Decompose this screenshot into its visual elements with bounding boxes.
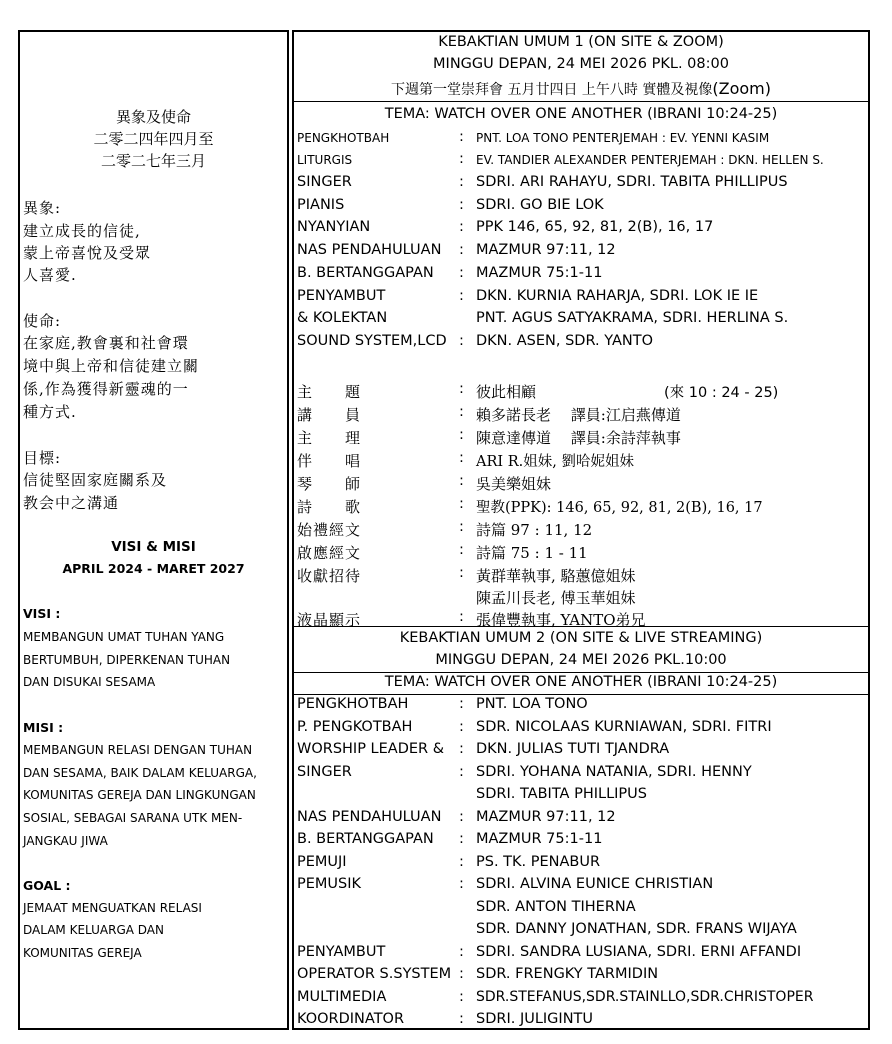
service2-row-value: PNT. LOA TONO	[476, 696, 588, 712]
colon: :	[459, 989, 464, 1005]
colon: :	[459, 764, 464, 780]
colon: :	[459, 876, 464, 892]
service2-row-label: WORSHIP LEADER &	[297, 741, 445, 757]
service2-row-label: NAS PENDAHULUAN	[297, 809, 442, 825]
service1-row-label: PENYAMBUT	[297, 288, 386, 304]
misi-heading: MISI :	[23, 720, 64, 735]
goal-heading: GOAL :	[23, 878, 71, 893]
colon: :	[459, 151, 464, 167]
service2-row-value: DKN. JULIAS TUTI TJANDRA	[476, 741, 670, 757]
service2-theme: TEMA: WATCH OVER ONE ANOTHER (IBRANI 10:24-25)	[384, 674, 778, 690]
colon: :	[459, 519, 464, 535]
zh-goal-line: 教会中之溝通	[23, 494, 120, 512]
service-schedule-panel	[292, 30, 870, 1030]
service2-row-value: MAZMUR 75:1-11	[476, 831, 603, 847]
service1-row-label: NAS PENDAHULUAN	[297, 242, 442, 258]
colon: :	[459, 944, 464, 960]
visi-line: MEMBANGUN UMAT TUHAN YANG	[23, 630, 225, 644]
service2-row-label: KOORDINATOR	[297, 1011, 405, 1027]
service2-row-label: PENYAMBUT	[297, 944, 386, 960]
service1-zh-value: 陳孟川長老, 傅玉華姐妹	[476, 589, 636, 607]
service1-zh-value: ARI R.姐妹, 劉哈妮姐妹	[476, 454, 634, 470]
zh-title-line: 異象及使命	[115, 108, 191, 126]
service1-row-label: LITURGIS	[297, 153, 353, 167]
service2-row-label: B. BERTANGGAPAN	[297, 831, 434, 847]
misi-line: DAN SESAMA, BAIK DALAM KELUARGA,	[23, 766, 257, 780]
zh-vision-heading: 異象:	[23, 199, 62, 217]
service1-title: KEBAKTIAN UMUM 1 (ON SITE & ZOOM)	[438, 34, 724, 50]
visi-heading: VISI :	[23, 606, 61, 621]
colon: :	[459, 381, 464, 397]
bulletin-page	[18, 30, 870, 1030]
misi-line: MEMBANGUN RELASI DENGAN TUHAN	[23, 743, 253, 757]
colon: :	[459, 129, 464, 145]
colon: :	[459, 174, 464, 190]
service1-zh-label: 講 員	[297, 406, 362, 424]
service1-zh-label: 始禮經文	[297, 521, 362, 539]
colon: :	[459, 1011, 464, 1027]
service1-row-label: & KOLEKTAN	[297, 310, 388, 326]
service1-row-label: PIANIS	[297, 197, 345, 213]
service1-zh-label: 詩 歌	[297, 498, 362, 516]
service1-zh-label: 收獻招待	[297, 567, 362, 585]
service2-row-value: PS. TK. PENABUR	[476, 854, 601, 870]
zh-title-line: 二零二四年四月至	[93, 130, 214, 148]
colon: :	[459, 404, 464, 420]
colon: :	[459, 696, 464, 712]
misi-line: KOMUNITAS GEREJA DAN LINGKUNGAN	[23, 788, 256, 802]
service1-zh-value: 詩篇 75 : 1 - 11	[476, 544, 588, 562]
service1-row-value: PPK 146, 65, 92, 81, 2(B), 16, 17	[476, 219, 714, 235]
vision-mission-panel	[18, 30, 289, 1030]
service1-theme: TEMA: WATCH OVER ONE ANOTHER (IBRANI 10:24-25)	[384, 106, 778, 122]
zh-mission-heading: 使命:	[23, 312, 62, 330]
colon: :	[459, 854, 464, 870]
service1-row-value: MAZMUR 75:1-11	[476, 265, 603, 281]
service2-row-label: P. PENGKOTBAH	[297, 719, 413, 735]
misi-line: SOSIAL, SEBAGAI SARANA UTK MEN-	[23, 811, 243, 825]
service1-zh-label: 伴 唱	[297, 452, 362, 470]
service1-row-value: PNT. LOA TONO PENTERJEMAH : EV. YENNI KASIM	[476, 131, 770, 145]
colon: :	[459, 831, 464, 847]
service2-row-label: PEMUSIK	[297, 876, 362, 892]
service2-title: KEBAKTIAN UMUM 2 (ON SITE & LIVE STREAMING)	[399, 630, 763, 646]
service2-row-value: SDRI. JULIGINTU	[476, 1011, 594, 1027]
service2-row-label: PENGKHOTBAH	[297, 696, 409, 712]
service2-row-value: SDR. ANTON TIHERNA	[476, 899, 636, 915]
service2-row-label: OPERATOR S.SYSTEM	[297, 966, 452, 982]
service1-zh-label: 琴 師	[297, 475, 362, 493]
colon: :	[459, 427, 464, 443]
service1-row-value: DKN. ASEN, SDR. YANTO	[476, 333, 654, 349]
service2-row-value: SDR. NICOLAAS KURNIAWAN, SDRI. FITRI	[476, 719, 772, 735]
goal-line: DALAM KELUARGA DAN	[23, 923, 164, 937]
zh-vision-line: 蒙上帝喜悅及受眾	[23, 244, 152, 262]
colon: :	[459, 197, 464, 213]
service2-row-value: SDRI. TABITA PHILLIPUS	[476, 786, 647, 802]
service1-zh-theme-ref: (來 10 : 24 - 25)	[664, 385, 779, 401]
service1-date: MINGGU DEPAN, 24 MEI 2026 PKL. 08:00	[433, 56, 729, 72]
visi-misi-title: VISI & MISI	[111, 539, 196, 555]
colon: :	[459, 219, 464, 235]
colon: :	[459, 333, 464, 349]
service2-row-value: MAZMUR 97:11, 12	[476, 809, 616, 825]
divider	[294, 626, 868, 627]
service1-row-label: SINGER	[297, 174, 352, 190]
divider	[294, 694, 868, 695]
service1-zh-header-text: 下週第一堂崇拜會 五月廿四日 上午八時 實體及視像	[391, 82, 713, 98]
service2-row-value: SDRI. YOHANA NATANIA, SDRI. HENNY	[476, 764, 752, 780]
service2-row-value: SDR. DANNY JONATHAN, SDR. FRANS WIJAYA	[476, 921, 797, 937]
service1-zh-label: 啟應經文	[297, 544, 362, 562]
service1-row-value: EV. TANDIER ALEXANDER PENTERJEMAH : DKN. HELLEN S.	[476, 153, 824, 167]
service1-zh-header	[294, 79, 868, 99]
colon: :	[459, 288, 464, 304]
zh-mission-line: 係,作為獲得新靈魂的一	[23, 380, 189, 398]
colon: :	[459, 473, 464, 489]
colon: :	[459, 450, 464, 466]
service1-row-value: MAZMUR 97:11, 12	[476, 242, 616, 258]
service1-zh-label: 主 理	[297, 429, 362, 447]
service1-row-value: SDRI. ARI RAHAYU, SDRI. TABITA PHILLIPUS	[476, 174, 788, 190]
service1-zh-value: 賴多諾長老 譯員:江启燕傳道	[476, 406, 681, 424]
service2-row-label: PEMUJI	[297, 854, 347, 870]
colon: :	[459, 809, 464, 825]
service1-zh-value: 聖教(PPK): 146, 65, 92, 81, 2(B), 16, 17	[476, 500, 763, 516]
colon: :	[459, 496, 464, 512]
colon: :	[459, 542, 464, 558]
zh-mission-line: 種方式.	[23, 403, 77, 421]
zh-vision-line: 人喜愛.	[23, 266, 77, 284]
colon: :	[459, 242, 464, 258]
service2-row-value: SDRI. SANDRA LUSIANA, SDRI. ERNI AFFANDI	[476, 944, 802, 960]
service1-row-label: B. BERTANGGAPAN	[297, 265, 434, 281]
service1-row-value: DKN. KURNIA RAHARJA, SDRI. LOK IE IE	[476, 288, 759, 304]
service1-zh-header-zoom: (Zoom)	[712, 79, 771, 98]
service1-zh-label: 液晶顯示	[297, 611, 362, 629]
service2-row-value: SDR. FRENGKY TARMIDIN	[476, 966, 659, 982]
colon: :	[459, 719, 464, 735]
divider	[294, 672, 868, 673]
service1-zh-value: 詩篇 97 : 11, 12	[476, 521, 593, 539]
service1-zh-value: 陳意達傳道 譯員:余詩萍執事	[476, 429, 681, 447]
colon: :	[459, 565, 464, 581]
zh-goal-heading: 目標:	[23, 449, 62, 467]
visi-line: DAN DISUKAI SESAMA	[23, 675, 156, 689]
service1-row-value: SDRI. GO BIE LOK	[476, 197, 604, 213]
colon: :	[459, 609, 464, 625]
visi-misi-period: APRIL 2024 - MARET 2027	[62, 561, 245, 576]
visi-line: BERTUMBUH, DIPERKENAN TUHAN	[23, 653, 231, 667]
goal-line: JEMAAT MENGUATKAN RELASI	[23, 901, 202, 915]
service2-row-value: SDR.STEFANUS,SDR.STAINLLO,SDR.CHRISTOPER	[476, 989, 814, 1005]
zh-mission-line: 境中與上帝和信徒建立關	[23, 357, 200, 375]
zh-mission-line: 在家庭,教會裏和社會環	[23, 334, 189, 352]
service2-date: MINGGU DEPAN, 24 MEI 2026 PKL.10:00	[435, 652, 727, 668]
service1-zh-value: 張偉豐執事, YANTO弟兄	[476, 611, 646, 629]
service2-row-value: SDRI. ALVINA EUNICE CHRISTIAN	[476, 876, 714, 892]
divider	[294, 101, 868, 102]
colon: :	[459, 265, 464, 281]
zh-vision-line: 建立成長的信徒,	[23, 222, 141, 240]
service1-zh-label: 主 題	[297, 383, 362, 401]
goal-line: KOMUNITAS GEREJA	[23, 946, 142, 960]
service1-row-label: PENGKHOTBAH	[297, 131, 390, 145]
service1-row-value: PNT. AGUS SATYAKRAMA, SDRI. HERLINA S.	[476, 310, 789, 326]
service1-row-label: NYANYIAN	[297, 219, 371, 235]
service1-zh-value: 彼此相顧	[476, 383, 537, 401]
colon: :	[459, 966, 464, 982]
service1-zh-value: 黃群華執事, 駱蕙億姐妹	[476, 567, 636, 585]
zh-title-line: 二零二七年三月	[100, 152, 206, 170]
misi-line: JANGKAU JIWA	[23, 834, 108, 848]
zh-goal-line: 信徒堅固家庭關系及	[23, 471, 168, 489]
service1-zh-value: 吳美樂姐妹	[476, 475, 552, 493]
service2-row-label: MULTIMEDIA	[297, 989, 387, 1005]
service2-row-label: SINGER	[297, 764, 352, 780]
service1-row-label: SOUND SYSTEM,LCD	[297, 333, 447, 349]
colon: :	[459, 741, 464, 757]
